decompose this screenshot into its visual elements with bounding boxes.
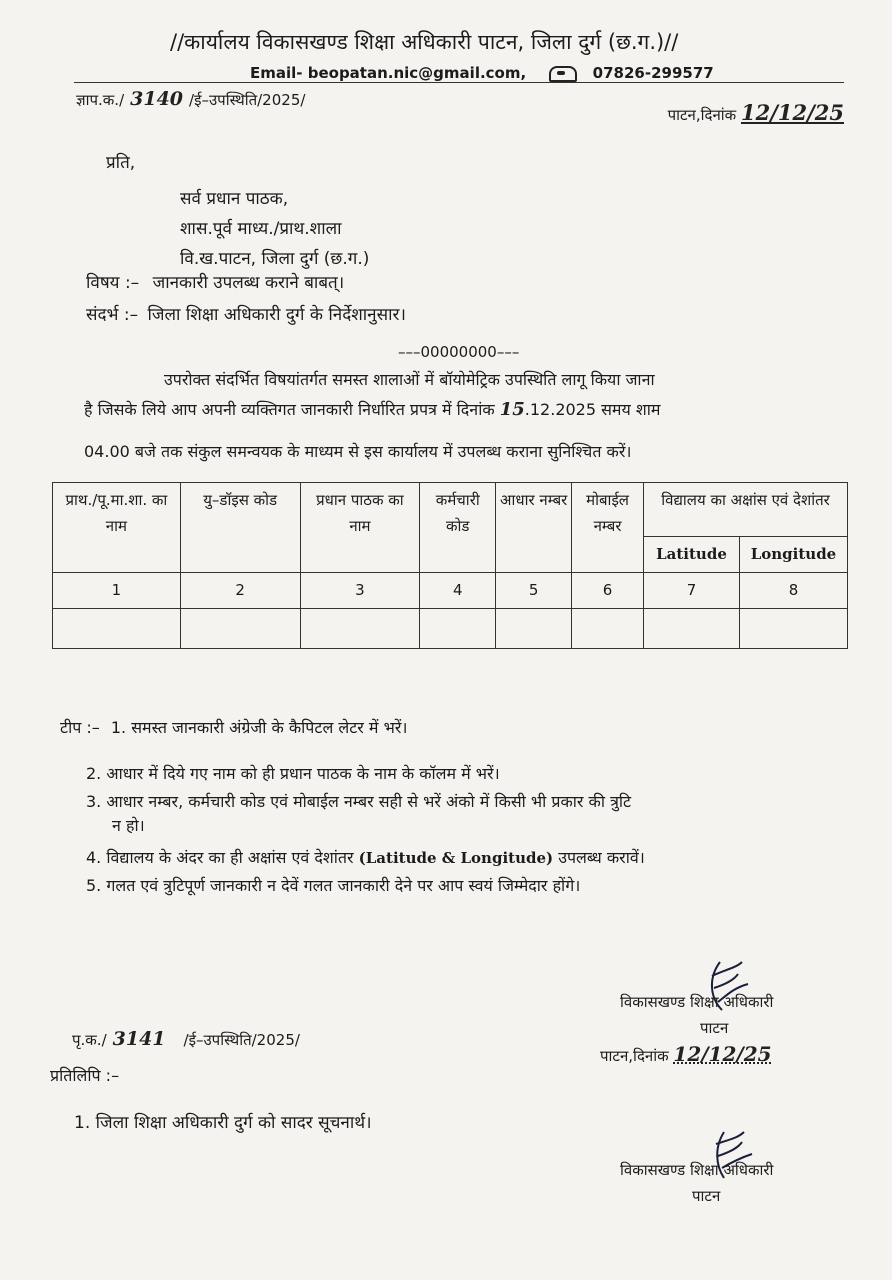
note-3: 3. आधार नम्बर, कर्मचारी कोड एवं मोबाईल नम्बर सही से भरें अंको में किसी भी प्रकार की त्रुटि	[86, 792, 632, 811]
recipient-line-2: शास.पूर्व माध्य./प्राथ.शाला	[180, 219, 342, 239]
note-2: 2. आधार में दिये गए नाम को ही प्रधान पाठक के नाम के कॉलम में भरें।	[86, 764, 500, 783]
note-4-tail: उपलब्ध करावें।	[558, 848, 645, 867]
body-line-2	[84, 398, 660, 420]
header-udise-code: यु–डॉइस कोड	[180, 483, 300, 573]
col-number: 7	[644, 573, 740, 609]
subject-text: जानकारी उपलब्ध कराने बाबत्।	[152, 273, 345, 293]
telephone-icon	[549, 66, 577, 82]
col-number: 2	[180, 573, 300, 609]
body-line-2-tail: .12.2025 समय शाम	[524, 400, 661, 419]
col-number: 5	[496, 573, 572, 609]
notes-label: टीप :–	[60, 718, 100, 737]
table-cell	[739, 609, 847, 649]
ref-prefix: ज्ञाप.क./	[76, 91, 125, 109]
subject-label: विषय :–	[86, 273, 140, 293]
recipient-line-1: सर्व प्रधान पाठक,	[180, 189, 289, 209]
header-head-teacher-name: प्रधान पाठक का नाम	[300, 483, 420, 573]
signature-2-place: पाटन	[692, 1187, 721, 1205]
note-3-cont: न हो।	[112, 816, 145, 835]
contact-line	[250, 64, 714, 82]
table-cell	[53, 609, 181, 649]
table-cell	[644, 609, 740, 649]
copy-reference-number	[72, 1028, 300, 1050]
copy-ref-suffix: /ई–उपस्थिति/2025/	[183, 1031, 300, 1049]
signature-2-designation: विकासखण्ड शिक्षा अधिकारी	[620, 1161, 774, 1179]
note-5: 5. गलत एवं त्रुटिपूर्ण जानकारी न देवें गलत जानकारी देने पर आप स्वयं जिम्मेदार होंगे।	[86, 876, 581, 895]
note-4-text: 4. विद्यालय के अंदर का ही अक्षांस एवं देशांतर	[86, 848, 354, 867]
subject	[86, 270, 344, 293]
prati-label: प्रति,	[106, 153, 136, 173]
header-latitude: Latitude	[644, 537, 740, 573]
copy-label: प्रतिलिपि :–	[50, 1066, 120, 1085]
ref-suffix: /ई–उपस्थिति/2025/	[189, 91, 306, 109]
proforma-table	[52, 482, 848, 649]
signature-1-place: पाटन	[700, 1019, 729, 1037]
copy-date	[600, 1042, 772, 1066]
col-number: 6	[572, 573, 644, 609]
reference-label: संदर्भ :–	[86, 305, 139, 325]
col-number: 8	[739, 573, 847, 609]
table-cell	[496, 609, 572, 649]
header-aadhaar-number: आधार नम्बर	[496, 483, 572, 573]
header-lat-long: विद्यालय का अक्षांस एवं देशांतर	[644, 483, 848, 537]
date-label: पाटन,दिनांक	[667, 106, 737, 124]
table-cell	[300, 609, 420, 649]
ref-number-handwritten: 3140	[130, 88, 184, 110]
copy-item-1: 1. जिला शिक्षा अधिकारी दुर्ग को सादर सूचनार्थ।	[74, 1113, 372, 1133]
body-line-2-text: है जिसके लिये आप अपनी व्यक्तिगत जानकारी निर्धारित प्रपत्र में दिनांक	[84, 400, 495, 419]
separator: –––00000000–––	[398, 343, 520, 361]
note-1-text: 1. समस्त जानकारी अंग्रेजी के कैपिटल लेटर में भरें।	[110, 718, 408, 737]
email-text: Email- beopatan.nic@gmail.com,	[250, 64, 527, 82]
table-cell	[420, 609, 496, 649]
col-number: 1	[53, 573, 181, 609]
header-divider	[74, 82, 844, 83]
phone-text: 07826-299577	[592, 64, 714, 82]
table-row	[53, 573, 848, 609]
recipient-line-3: वि.ख.पाटन, जिला दुर्ग (छ.ग.)	[180, 249, 370, 269]
table-row	[53, 609, 848, 649]
table-cell	[572, 609, 644, 649]
office-title: //कार्यालय विकासखण्ड शिक्षा अधिकारी पाटन, जिला दुर्ग (छ.ग.)//	[170, 30, 679, 54]
copy-date-label: पाटन,दिनांक	[600, 1047, 669, 1065]
signature-1-designation: विकासखण्ड शिक्षा अधिकारी	[620, 993, 774, 1011]
body-line-3: 04.00 बजे तक संकुल समन्वयक के माध्यम से इस कार्यालय में उपलब्ध कराना सुनिश्चित करें।	[84, 442, 632, 461]
header-longitude: Longitude	[739, 537, 847, 573]
note-4-latlong: (Latitude & Longitude)	[358, 849, 554, 867]
header-mobile-number: मोबाईल नम्बर	[572, 483, 644, 573]
header-employee-code: कर्मचारी कोड	[420, 483, 496, 573]
copy-ref-prefix: पृ.क./	[72, 1031, 107, 1049]
letter-date	[668, 100, 844, 125]
table-cell	[180, 609, 300, 649]
copy-date-handwritten: 12/12/25	[673, 1042, 772, 1066]
reference	[86, 302, 406, 325]
reference-number	[76, 88, 305, 110]
col-number: 4	[420, 573, 496, 609]
header-school-name: प्राथ./पू.मा.शा. का नाम	[53, 483, 181, 573]
copy-ref-number-handwritten: 3141	[112, 1028, 166, 1050]
due-date-handwritten: 15	[499, 399, 525, 420]
body-line-1: उपरोक्त संदर्भित विषयांतर्गत समस्त शालाओं में बॉयोमेट्रिक उपस्थिति लागू किया जाना	[164, 370, 655, 389]
reference-text: जिला शिक्षा अधिकारी दुर्ग के निर्देशानुसार।	[147, 305, 406, 325]
date-handwritten: 12/12/25	[740, 100, 844, 125]
note-1	[60, 716, 407, 738]
col-number: 3	[300, 573, 420, 609]
note-4	[86, 846, 645, 868]
